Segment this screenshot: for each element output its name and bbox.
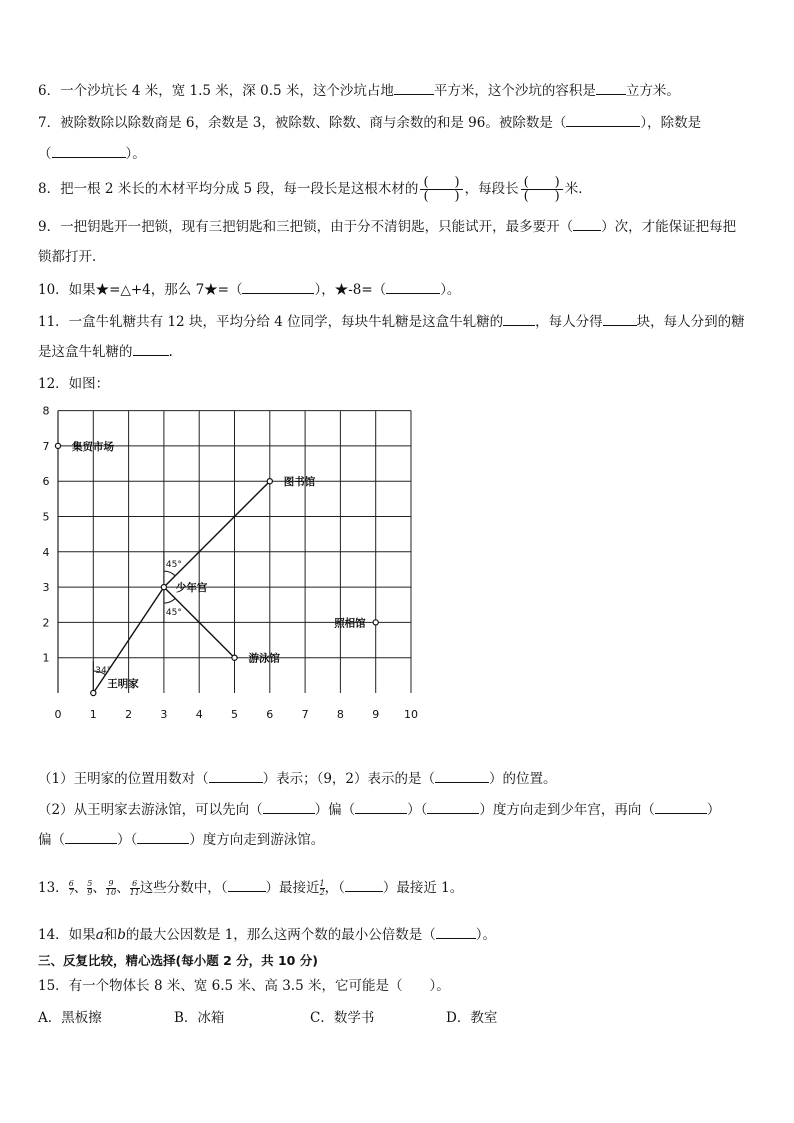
q11-text-b: ，每人分得 <box>535 314 603 330</box>
section-3-heading: 三、反复比较，精心选择(每小题 2 分，共 10 分) <box>38 953 318 968</box>
x-tick-label: 2 <box>125 708 133 721</box>
location-point <box>91 690 96 695</box>
q11-text-c: 块，每人分到的糖 <box>636 314 745 330</box>
q10-text-a: 10．如果★=△+4，那么 7★=（ <box>38 282 243 298</box>
q8-frac2-den: ( ) <box>523 189 560 204</box>
question-8 <box>38 172 592 206</box>
q8-frac1-num: ( ) <box>420 176 462 190</box>
q7-text-b: ），除数是 <box>640 115 702 131</box>
q13-text-d: ，（ <box>324 880 345 896</box>
q7-text-a: 7．被除数除以除数商是 6，余数是 3，被除数、除数、商与余数的和是 96。被除数是（ <box>38 115 567 131</box>
question-11-cont <box>38 343 173 361</box>
q13-text-b: 这些分数中，（ <box>139 880 228 896</box>
location-label: 游泳馆 <box>248 652 280 665</box>
q12-sub1-blank-2[interactable] <box>435 770 489 783</box>
y-tick-label: 6 <box>42 475 50 489</box>
q7-blank-2[interactable] <box>52 145 126 158</box>
q7-text-d: ）。 <box>125 146 146 162</box>
location-label: 集贸市场 <box>72 440 114 453</box>
q12-sub1-blank-1[interactable] <box>209 770 263 783</box>
location-label: 少年宫 <box>175 582 208 595</box>
q12-sub2-blank-6[interactable] <box>137 831 189 844</box>
q14-var-b: b <box>117 927 126 943</box>
q13-text-e: ）最接近 1。 <box>382 880 464 896</box>
x-tick-label: 5 <box>231 708 238 721</box>
q12-sub1-text-a: （1）王明家的位置用数对（ <box>38 771 209 787</box>
q14-text-d: ）。 <box>475 927 497 943</box>
q12-sub2-blank-5[interactable] <box>65 831 117 844</box>
q8-text-a: 8．把一根 2 米长的木材平均分成 5 段，每一段长是这根木材的 <box>38 181 419 197</box>
q10-blank-1[interactable] <box>242 281 314 294</box>
q14-var-a: a <box>95 927 104 943</box>
q6-blank-1[interactable] <box>394 82 434 95</box>
q13-blank-2[interactable] <box>345 879 383 892</box>
q13-text-a: 13． <box>38 880 69 896</box>
q10-blank-2[interactable] <box>386 281 440 294</box>
location-label: 王明家 <box>107 678 139 690</box>
q11-text-e: . <box>168 344 173 360</box>
q14-text-c: 的最大公因数是 1，那么这两个数的最小公倍数是（ <box>125 927 436 943</box>
question-11 <box>38 313 745 331</box>
q15-option-c[interactable]: C．数学书 <box>310 1010 375 1026</box>
q10-text-c: ）。 <box>440 282 461 298</box>
question-9-cont <box>38 248 106 266</box>
q13-fraction-2: $\frac{5}{9}$ <box>87 879 93 897</box>
q11-text-d: 是这盒牛轧糖的 <box>38 344 133 360</box>
question-13 <box>38 876 463 900</box>
question-10 <box>38 281 460 299</box>
q12-sub2-blank-2[interactable] <box>355 801 407 814</box>
location-point <box>373 620 378 625</box>
q8-frac2-num: ( ) <box>521 176 563 190</box>
question-12-title: 12．如图： <box>38 376 110 392</box>
q13-sep-1: 、 <box>73 880 88 896</box>
x-tick-label: 10 <box>404 708 418 721</box>
grid-lines <box>58 411 411 693</box>
q12-sub2-text-f: 偏（ <box>38 832 65 848</box>
q12-sub2-text-d: ）度方向走到少年宫，再向（ <box>479 802 655 818</box>
angle-arc <box>164 598 175 603</box>
path-segment <box>164 481 270 587</box>
q13-sep-3: 、 <box>116 880 130 896</box>
q14-text-b: 和 <box>103 927 118 943</box>
q8-fraction-2[interactable] <box>521 176 563 203</box>
q15-option-d[interactable]: D．教室 <box>446 1010 498 1026</box>
coordinate-grid-chart <box>36 400 436 725</box>
y-tick-label: 3 <box>42 581 50 595</box>
q13-fraction-1: $\frac{6}{7}$ <box>68 879 74 897</box>
location-label: 图书馆 <box>283 476 316 489</box>
q15-option-b[interactable]: B．冰箱 <box>174 1010 225 1026</box>
q7-blank-1[interactable] <box>566 114 640 127</box>
y-tick-label: 7 <box>42 439 50 453</box>
location-point <box>267 479 272 484</box>
y-tick-label: 1 <box>42 651 50 665</box>
location-point <box>55 443 60 448</box>
q11-blank-1[interactable] <box>503 313 535 326</box>
question-9 <box>38 218 736 236</box>
location-label: 照相馆 <box>334 617 366 630</box>
q12-sub2-text-e: ） <box>706 802 721 818</box>
question-12-sub2-cont <box>38 831 324 849</box>
question-15-options <box>38 1009 582 1027</box>
question-14 <box>38 926 496 944</box>
y-tick-label: 5 <box>42 510 50 524</box>
q12-sub1-text-c: ）的位置。 <box>489 771 557 787</box>
q8-fraction-1[interactable] <box>420 176 462 203</box>
x-tick-label: 3 <box>160 708 168 721</box>
angle-label: 45° <box>165 608 182 619</box>
q8-frac1-den: ( ) <box>423 189 460 204</box>
question-15: 15．有一个物体长 8 米、宽 6.5 米、高 3.5 米，它可能是（ ）。 <box>38 978 450 994</box>
x-tick-label: 6 <box>266 708 274 721</box>
x-tick-label: 0 <box>54 708 62 721</box>
location-point <box>232 655 237 660</box>
q8-text-b: ，每段长 <box>464 181 519 197</box>
y-tick-label: 2 <box>42 616 50 630</box>
q14-blank[interactable] <box>436 926 476 939</box>
x-tick-label: 1 <box>89 708 97 721</box>
q7-text-c: （ <box>38 146 52 162</box>
question-12-sub1 <box>38 770 557 788</box>
q12-sub2-text-c: ）（ <box>407 802 428 818</box>
q12-sub2-text-h: ）度方向走到游泳馆。 <box>189 832 325 848</box>
q13-fraction-half: $\frac{1}{2}$ <box>319 879 325 897</box>
q15-option-a[interactable]: A．黑板擦 <box>38 1010 102 1026</box>
q11-text-a: 11．一盒牛轧糖共有 12 块，平均分给 4 位同学，每块牛轧糖是这盒牛轧糖的 <box>38 314 504 330</box>
q11-blank-3[interactable] <box>133 343 169 356</box>
location-point <box>161 585 166 590</box>
q9-text-b: ）次，才能保证把每把 <box>601 219 737 235</box>
q12-sub2-text-b: ）偏（ <box>314 802 356 818</box>
angle-arc <box>164 571 175 576</box>
q10-text-b: ），★-8=（ <box>314 282 387 298</box>
q9-text-a: 9．一把钥匙开一把锁，现有三把钥匙和三把锁，由于分不清钥匙，只能试开，最多要开（ <box>38 219 574 235</box>
q6-blank-2[interactable] <box>596 82 626 95</box>
q11-blank-2[interactable] <box>603 313 637 326</box>
x-tick-label: 7 <box>301 708 309 721</box>
q12-sub2-blank-3[interactable] <box>427 801 479 814</box>
question-7 <box>38 114 701 132</box>
x-tick-label: 4 <box>195 708 203 721</box>
question-12-sub2 <box>38 801 720 819</box>
q6-text-c: 立方米。 <box>625 83 680 99</box>
x-tick-label: 9 <box>372 708 380 721</box>
y-tick-label: 8 <box>42 404 50 418</box>
q12-sub2-blank-1[interactable] <box>263 801 315 814</box>
q12-sub2-blank-4[interactable] <box>655 801 707 814</box>
q8-text-c: 米． <box>564 181 592 197</box>
question-7-cont <box>38 145 146 163</box>
q12-sub2-text-a: （2）从王明家去游泳馆，可以先向（ <box>38 802 263 818</box>
x-tick-label: 8 <box>336 708 344 721</box>
q12-sub2-text-g: ）（ <box>117 832 138 848</box>
q6-text-b: 平方米，这个沙坑的容积是 <box>433 83 596 99</box>
q13-sep-2: 、 <box>92 880 106 896</box>
angle-label: 34° <box>95 666 112 676</box>
q13-text-c: ）最接近 <box>265 880 320 896</box>
y-tick-label: 4 <box>42 545 50 559</box>
angle-label: 45° <box>165 560 182 571</box>
q13-fraction-3: $\frac{9}{10}$ <box>105 879 117 897</box>
q6-text-a: 6．一个沙坑长 4 米，宽 1.5 米，深 0.5 米，这个沙坑占地 <box>38 83 394 99</box>
q13-blank-1[interactable] <box>228 879 266 892</box>
q9-text-c: 锁都打开． <box>38 249 106 265</box>
q9-blank[interactable] <box>573 218 601 231</box>
q13-fraction-4: $\frac{6}{11}$ <box>129 879 140 897</box>
q12-sub1-text-b: ）表示；（9，2）表示的是（ <box>262 771 436 787</box>
q14-text-a: 14．如果 <box>38 927 96 943</box>
question-6 <box>38 82 680 100</box>
